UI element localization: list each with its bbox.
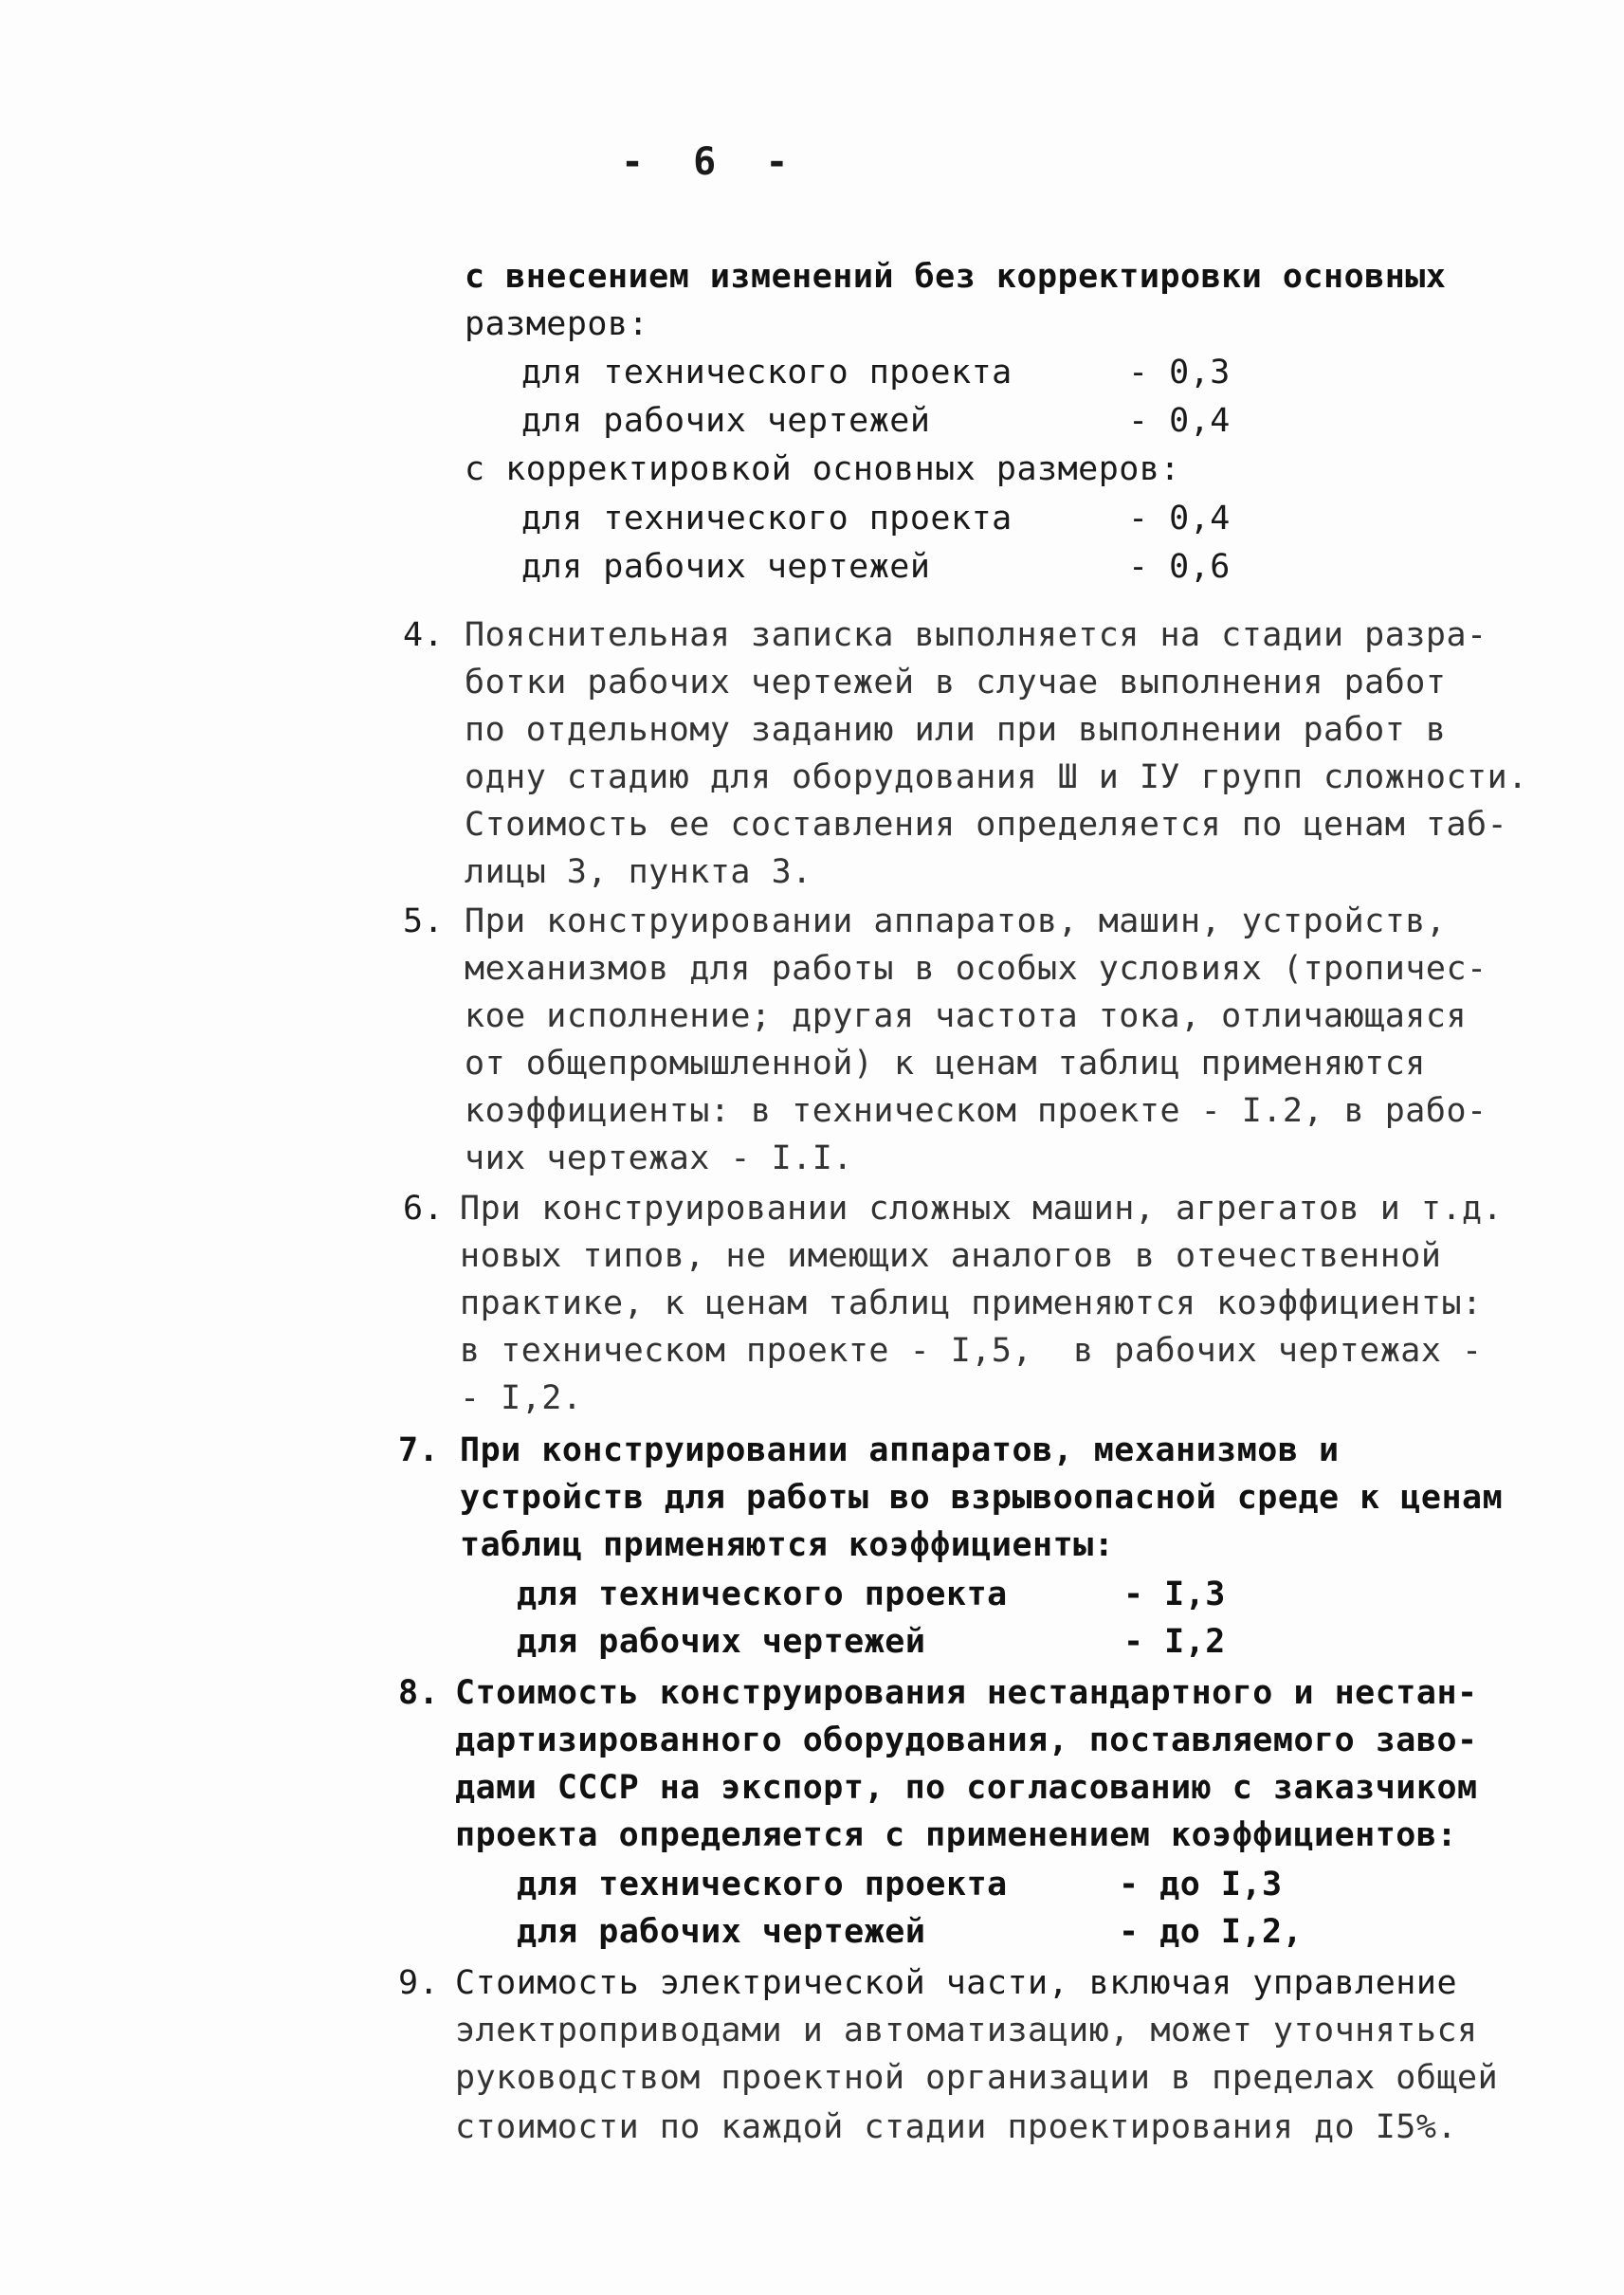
item-line: практике, к ценам таблиц применяются коэффициенты: <box>460 1284 1483 1322</box>
item-line: чих чертежах - I.I. <box>465 1139 853 1177</box>
coef-label: для рабочих чертежей <box>517 1913 926 1951</box>
coef-label: для технического проекта <box>517 1866 1008 1903</box>
coef-value: - 0,4 <box>1128 402 1231 440</box>
coef-label: для технического проекта <box>521 500 1013 537</box>
item-line: дами СССР на экспорт, по согласованию с заказчиком <box>455 1769 1478 1807</box>
item-line: одну стадию для оборудования Ш и IУ групп сложности. <box>465 758 1528 796</box>
item-line: лицы 3, пункта 3. <box>465 853 812 891</box>
item-number: 5. <box>403 902 445 940</box>
coef-label: для рабочих чертежей <box>521 548 931 586</box>
item-line: Стоимость электрической части, включая управление <box>455 1964 1458 2002</box>
coef-value: - I,3 <box>1123 1576 1226 1613</box>
item-line: от общепромышленной) к ценам таблиц применяются <box>465 1045 1426 1083</box>
item-line: новых типов, не имеющих аналогов в отечественной <box>460 1237 1442 1275</box>
item-line: При конструировании сложных машин, агрегатов и т.д. <box>460 1190 1504 1228</box>
item-line: - I,2. <box>460 1379 583 1417</box>
page-number: - 6 - <box>621 140 802 184</box>
item-line: руководством проектной организации в пределах общей <box>455 2059 1499 2097</box>
item-line: Стоимость конструирования нестандартного и нестан- <box>455 1674 1478 1712</box>
coef-value: - 0,6 <box>1128 548 1231 586</box>
coef-label: для рабочих чертежей <box>517 1623 926 1661</box>
item-line: При конструировании аппаратов, механизмов и <box>460 1431 1340 1469</box>
coef-label: для рабочих чертежей <box>521 402 931 440</box>
item-number: 4. <box>403 616 445 654</box>
coef-value: - до I,3 <box>1119 1866 1283 1903</box>
item-number: 8. <box>398 1674 440 1712</box>
item-line: устройств для работы во взрывоопасной среде к ценам <box>460 1479 1504 1517</box>
item-line: кое исполнение; другая частота тока, отличающаяся <box>465 997 1468 1035</box>
coef-label: для технического проекта <box>517 1576 1008 1613</box>
item-line: Пояснительная записка выполняется на стадии разра- <box>465 616 1487 654</box>
item-line: проекта определяется с применением коэффициентов: <box>455 1816 1458 1854</box>
item-number: 6. <box>403 1190 445 1228</box>
intro-line: с внесением изменений без корректировки основных <box>465 258 1447 296</box>
coef-value: - 0,3 <box>1128 354 1231 392</box>
coef-value: - до I,2, <box>1119 1913 1304 1951</box>
item-line: в техническом проекте - I,5, в рабочих чертежах - <box>460 1332 1483 1370</box>
item-line: механизмов для работы в особых условиях (тропичес- <box>465 950 1487 988</box>
item-line: ботки рабочих чертежей в случае выполнения работ <box>465 664 1447 701</box>
item-line: по отдельному заданию или при выполнении работ в <box>465 711 1447 749</box>
item-number: 9. <box>398 1964 440 2002</box>
coef-value: - 0,4 <box>1128 500 1231 537</box>
item-number: 7. <box>398 1431 440 1469</box>
item-line: таблиц применяются коэффициенты: <box>460 1526 1115 1564</box>
intro-subheading: с корректировкой основных размеров: <box>465 450 1181 488</box>
intro-line: размеров: <box>465 305 649 343</box>
coef-value: - I,2 <box>1123 1623 1226 1661</box>
coef-label: для технического проекта <box>521 354 1013 392</box>
item-line: коэффициенты: в техническом проекте - I.2, в рабо- <box>465 1092 1487 1130</box>
item-line: дартизированного оборудования, поставляемого заво- <box>455 1721 1478 1759</box>
item-line: При конструировании аппаратов, машин, устройств, <box>465 902 1447 940</box>
item-line: электроприводами и автоматизацию, может уточняться <box>455 2012 1478 2049</box>
item-line: стоимости по каждой стадии проектирования до I5%. <box>455 2108 1458 2146</box>
item-line: Стоимость ее составления определяется по ценам таб- <box>465 806 1508 844</box>
